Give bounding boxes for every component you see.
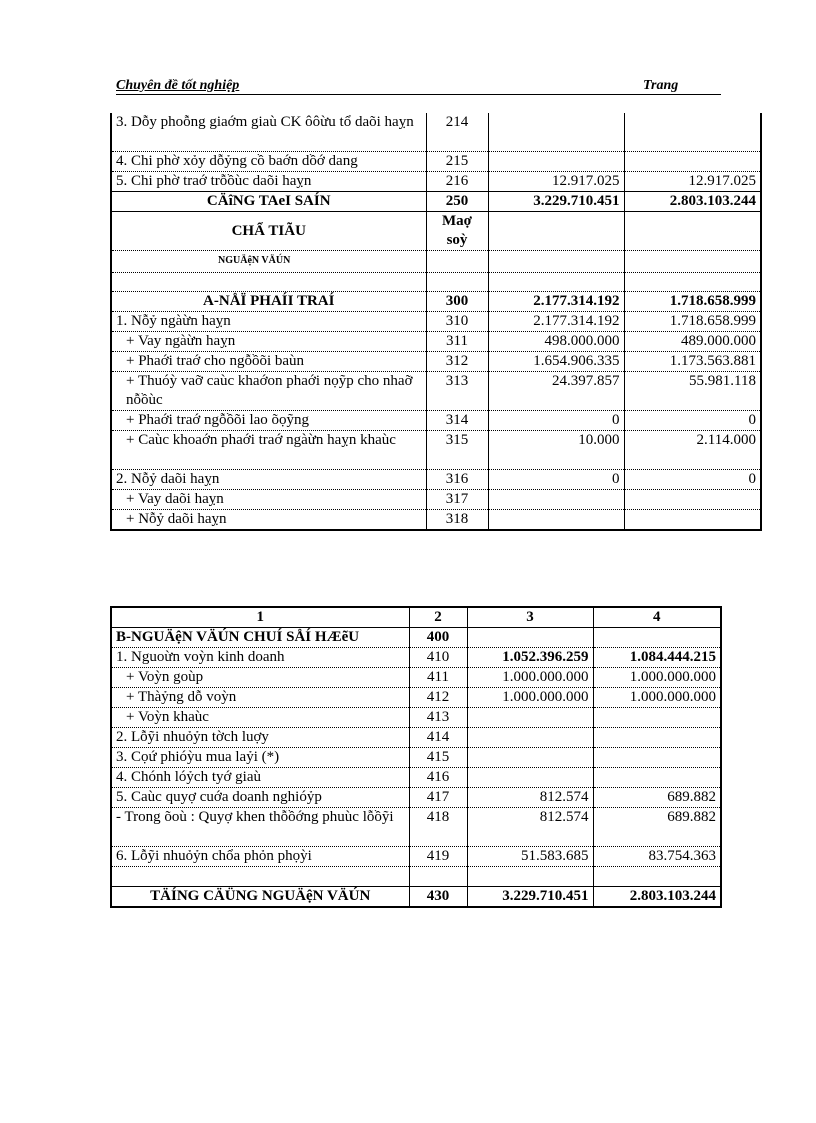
row-value-4: 2.114.000 xyxy=(624,431,761,470)
table-row-liabilities xyxy=(111,292,761,312)
table-row xyxy=(111,668,721,688)
row-code: 310 xyxy=(426,312,488,332)
row-value-3 xyxy=(467,768,593,788)
row-value-4 xyxy=(593,748,721,768)
table-row xyxy=(111,808,721,847)
table-row xyxy=(111,708,721,728)
row-value-4: 1.000.000.000 xyxy=(593,668,721,688)
row-value-3 xyxy=(488,212,624,251)
column-header-code: Maợ soỳ xyxy=(426,212,488,251)
row-code: 315 xyxy=(426,431,488,470)
row-value-3: 1.654.906.335 xyxy=(488,352,624,372)
table-row-equity xyxy=(111,628,721,648)
row-code: 300 xyxy=(426,292,488,312)
table-header-row xyxy=(111,212,761,251)
row-value-3: 498.000.000 xyxy=(488,332,624,352)
row-value-4: 0 xyxy=(624,470,761,490)
row-code: 311 xyxy=(426,332,488,352)
row-value-4: 1.718.658.999 xyxy=(624,292,761,312)
row-value-4 xyxy=(624,273,761,292)
row-value-4: 83.754.363 xyxy=(593,847,721,867)
table-row xyxy=(111,113,761,152)
row-value-4: 689.882 xyxy=(593,788,721,808)
table-row xyxy=(111,372,761,411)
row-label: CÄîNG TAeI SAÍN xyxy=(111,192,426,212)
row-label: + Phaới traớ ngỗồõi lao õọỹng xyxy=(111,411,426,431)
row-value-3: 2.177.314.192 xyxy=(488,292,624,312)
table-row xyxy=(111,688,721,708)
row-label: 2. Nỗỷ daõi haỵn xyxy=(111,470,426,490)
row-value-4 xyxy=(593,628,721,648)
row-label: 1. Nguoừn voỳn kinh doanh xyxy=(111,648,409,668)
row-value-3 xyxy=(467,867,593,887)
row-value-3 xyxy=(488,152,624,172)
row-code: 416 xyxy=(409,768,467,788)
row-label: + Caùc khoaớn phaới traớ ngàừn haỵn khaùc xyxy=(111,431,426,470)
row-value-3: 812.574 xyxy=(467,808,593,847)
row-value-3: 812.574 xyxy=(467,788,593,808)
table-row xyxy=(111,847,721,867)
row-code: 430 xyxy=(409,887,467,908)
row-label: 6. Lỗỹi nhuỏỷn chổa phỏn phọỳi xyxy=(111,847,409,867)
row-code: 214 xyxy=(426,113,488,152)
row-label: 4. Chónh lóỷch tyớ giaù xyxy=(111,768,409,788)
page-label: Trang xyxy=(643,78,679,93)
row-label xyxy=(111,273,426,292)
section-label: NGUÄệN VÄÚN xyxy=(111,251,426,273)
row-value-4 xyxy=(593,708,721,728)
row-code xyxy=(426,251,488,273)
row-value-4 xyxy=(624,510,761,531)
row-label: 5. Chi phờ traớ trỗồùc daõi haỵn xyxy=(111,172,426,192)
row-label: 4. Chi phờ xỏy dỗỷng cồ baớn dồớ dang xyxy=(111,152,426,172)
row-value-3: 1.052.396.259 xyxy=(467,648,593,668)
row-value-4 xyxy=(624,251,761,273)
row-value-3 xyxy=(488,273,624,292)
row-code: 215 xyxy=(426,152,488,172)
row-label: + Vay daõi haỵn xyxy=(111,490,426,510)
column-header-label: CHẨ TIÃU xyxy=(111,212,426,251)
row-label: 1. Nỗỷ ngàừn haỵn xyxy=(111,312,426,332)
table-row-empty xyxy=(111,273,761,292)
row-label: + Nỗỷ daõi haỵn xyxy=(111,510,426,531)
row-value-4 xyxy=(593,728,721,748)
row-code: 250 xyxy=(426,192,488,212)
row-code xyxy=(409,867,467,887)
row-code xyxy=(426,273,488,292)
balance-sheet-table-2 xyxy=(110,606,722,908)
table-row xyxy=(111,251,761,273)
column-header-4: 4 xyxy=(593,607,721,628)
table-row xyxy=(111,490,761,510)
row-value-4: 55.981.118 xyxy=(624,372,761,411)
row-value-3: 3.229.710.451 xyxy=(467,887,593,908)
table-row xyxy=(111,510,761,531)
row-value-4 xyxy=(624,490,761,510)
row-code: 216 xyxy=(426,172,488,192)
row-value-4: 0 xyxy=(624,411,761,431)
row-label: + Phaới traớ cho ngỗồõi baùn xyxy=(111,352,426,372)
row-label: - Trong õoù : Quyợ khen thỗồớng phuùc lỗồỹi xyxy=(111,808,409,847)
row-code: 417 xyxy=(409,788,467,808)
row-value-3: 2.177.314.192 xyxy=(488,312,624,332)
row-value-3 xyxy=(467,728,593,748)
row-value-4: 1.173.563.881 xyxy=(624,352,761,372)
row-label: 2. Lỗỹi nhuỏỷn tờch luợy xyxy=(111,728,409,748)
row-code: 418 xyxy=(409,808,467,847)
row-value-4 xyxy=(624,152,761,172)
row-value-4: 12.917.025 xyxy=(624,172,761,192)
row-value-3: 0 xyxy=(488,470,624,490)
row-value-3: 12.917.025 xyxy=(488,172,624,192)
row-value-3: 24.397.857 xyxy=(488,372,624,411)
table-row xyxy=(111,768,721,788)
table-row xyxy=(111,470,761,490)
table-row xyxy=(111,152,761,172)
row-label: 5. Caùc quyợ cuớa doanh nghióỷp xyxy=(111,788,409,808)
table-row xyxy=(111,431,761,470)
table-row xyxy=(111,352,761,372)
row-label: + Vay ngàừn haỵn xyxy=(111,332,426,352)
row-code: 414 xyxy=(409,728,467,748)
table-row xyxy=(111,411,761,431)
table-row xyxy=(111,312,761,332)
row-value-4 xyxy=(593,867,721,887)
row-value-3: 3.229.710.451 xyxy=(488,192,624,212)
row-value-3: 51.583.685 xyxy=(467,847,593,867)
row-value-4 xyxy=(624,212,761,251)
row-label: TÄÍNG CÄÜNG NGUÄệN VÄÚN xyxy=(111,887,409,908)
row-value-3: 0 xyxy=(488,411,624,431)
row-label xyxy=(111,867,409,887)
row-value-4 xyxy=(624,113,761,152)
row-label: + Thàỷng dỗ voỳn xyxy=(111,688,409,708)
row-value-4: 2.803.103.244 xyxy=(624,192,761,212)
row-label: 3. Cọứ phióỳu mua laỷi (*) xyxy=(111,748,409,768)
row-value-3 xyxy=(467,628,593,648)
row-code: 411 xyxy=(409,668,467,688)
row-value-3: 1.000.000.000 xyxy=(467,668,593,688)
row-label: + Thuóỳ vaỡ caùc khaớon phaới nọỹp cho nhaỡ nỗồùc xyxy=(111,372,426,411)
row-label: A-NÅÏ PHAÍI TRAÍ xyxy=(111,292,426,312)
row-label: + Voỳn goùp xyxy=(111,668,409,688)
row-code: 317 xyxy=(426,490,488,510)
page-header xyxy=(116,78,721,95)
row-code: 312 xyxy=(426,352,488,372)
table-row xyxy=(111,332,761,352)
table-row xyxy=(111,648,721,668)
row-value-4: 1.718.658.999 xyxy=(624,312,761,332)
row-value-3 xyxy=(488,251,624,273)
table-row-empty xyxy=(111,867,721,887)
row-code: 412 xyxy=(409,688,467,708)
row-code: 316 xyxy=(426,470,488,490)
row-label: + Voỳn khaùc xyxy=(111,708,409,728)
row-code: 419 xyxy=(409,847,467,867)
row-code: 313 xyxy=(426,372,488,411)
row-value-4: 489.000.000 xyxy=(624,332,761,352)
row-value-4: 1.084.444.215 xyxy=(593,648,721,668)
balance-sheet-table-1 xyxy=(110,113,762,531)
row-value-4: 689.882 xyxy=(593,808,721,847)
table-row xyxy=(111,788,721,808)
row-value-3 xyxy=(488,490,624,510)
row-value-3 xyxy=(467,708,593,728)
row-value-4 xyxy=(593,768,721,788)
column-header-3: 3 xyxy=(467,607,593,628)
column-header-1: 1 xyxy=(111,607,409,628)
table-row xyxy=(111,748,721,768)
row-value-3: 10.000 xyxy=(488,431,624,470)
row-code: 415 xyxy=(409,748,467,768)
row-code: 318 xyxy=(426,510,488,531)
row-label: B-NGUÄệN VÄÚN CHUÍ SÅÍ HÆẽU xyxy=(111,628,409,648)
row-value-4: 2.803.103.244 xyxy=(593,887,721,908)
row-value-3 xyxy=(467,748,593,768)
table-row xyxy=(111,172,761,192)
row-code: 400 xyxy=(409,628,467,648)
table-row-total-sources xyxy=(111,887,721,908)
document-title: Chuyên đề tốt nghiệp xyxy=(116,78,240,93)
row-value-3 xyxy=(488,510,624,531)
table-row-total-assets xyxy=(111,192,761,212)
table-row xyxy=(111,728,721,748)
table-header-row xyxy=(111,607,721,628)
row-code: 314 xyxy=(426,411,488,431)
column-header-2: 2 xyxy=(409,607,467,628)
row-label: 3. Dỗy phoỗng giaớm giaù CK ôôừu tổ daõi haỵn xyxy=(111,113,426,152)
row-code: 413 xyxy=(409,708,467,728)
row-value-3 xyxy=(488,113,624,152)
row-value-4: 1.000.000.000 xyxy=(593,688,721,708)
row-code: 410 xyxy=(409,648,467,668)
row-value-3: 1.000.000.000 xyxy=(467,688,593,708)
